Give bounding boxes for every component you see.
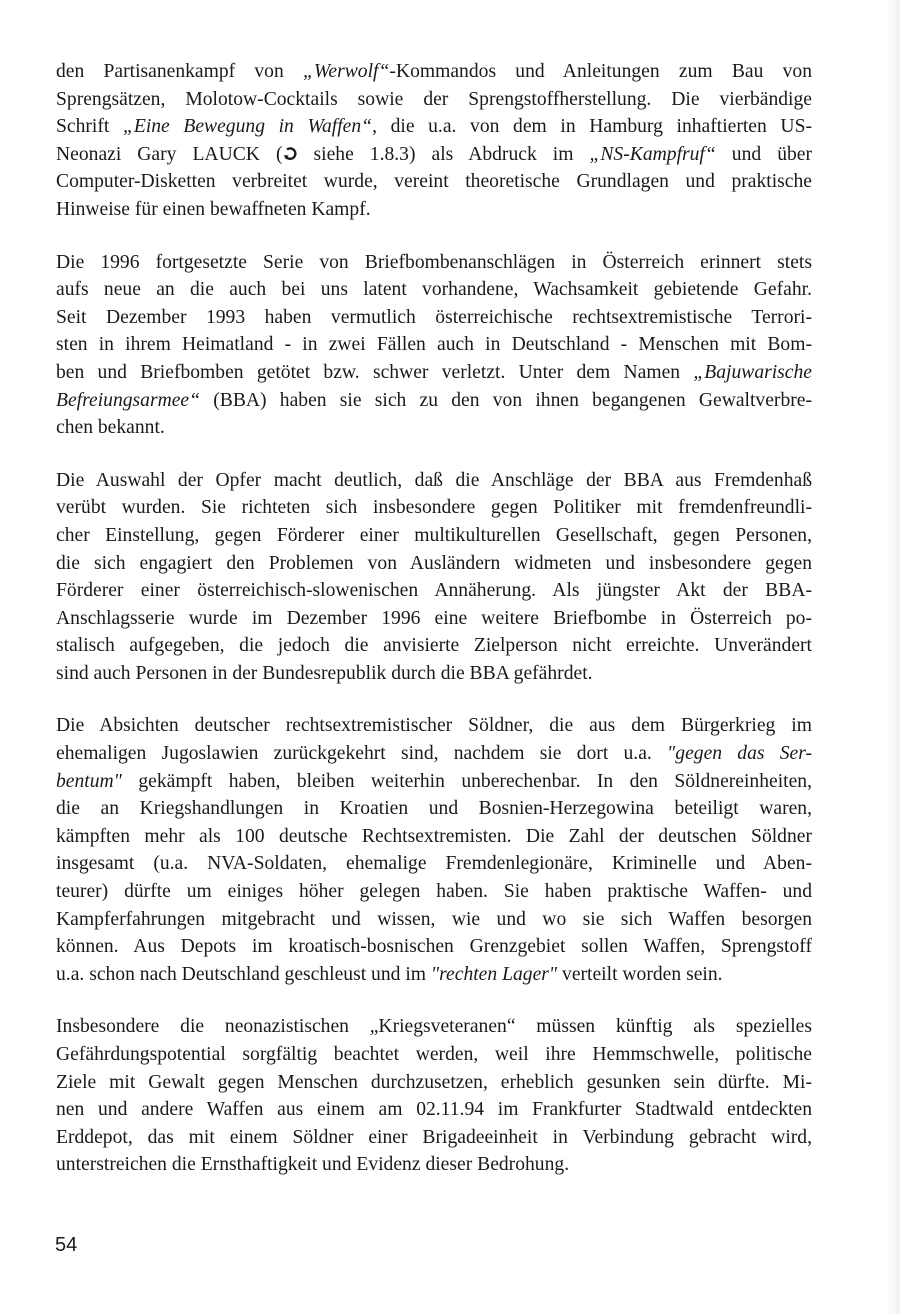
text-line <box>56 414 812 442</box>
text-line <box>56 249 812 277</box>
italic-text: „Bajuwarische <box>693 361 812 383</box>
arrow-icon <box>283 142 298 156</box>
text-line <box>56 823 812 851</box>
text-run: unterstreichen die Ernsthaftigkeit und Evidenz dieser Bedrohung. <box>56 1154 570 1176</box>
text-line <box>56 141 812 169</box>
text-run: Anschlagsserie wurde im Dezember 1996 eine weitere Briefbombe in Österreich po- <box>56 607 812 629</box>
paragraph <box>56 712 812 988</box>
text-run: aufs neue an die auch bei uns latent vorhandene, Wachsamkeit gebietende Gefahr. <box>56 279 812 301</box>
italic-text: "gegen das Ser- <box>667 743 813 765</box>
text-run: den Partisanenkampf von <box>56 61 303 82</box>
text-line <box>56 740 812 768</box>
text-line <box>56 632 812 660</box>
text-run: cher Einstellung, gegen Förderer einer multikulturellen Gesellschaft, gegen Personen, <box>56 524 812 546</box>
text-line <box>56 168 812 196</box>
text-line <box>56 86 812 114</box>
italic-text: „NS-Kampfruf“ <box>589 143 716 165</box>
text-run: Kampferfahrungen mitgebracht und wissen, wie und wo sie sich Waffen besorgen <box>56 908 812 930</box>
text-line <box>56 850 812 878</box>
text-line <box>56 1069 812 1097</box>
text-run: sind auch Personen in der Bundesrepublik durch die BBA gefährdet. <box>56 662 593 684</box>
text-line <box>56 387 812 415</box>
text-run: Die Auswahl der Opfer macht deutlich, daß die Anschläge der BBA aus Fremdenhaß <box>56 469 812 491</box>
text-run: Förderer einer österreichisch-slowenischen Annäherung. Als jüngster Akt der BBA- <box>56 580 812 602</box>
text-run: Hinweise für einen bewaffneten Kampf. <box>56 198 371 220</box>
text-line <box>56 933 812 961</box>
text-run: Ziele mit Gewalt gegen Menschen durchzusetzen, erheblich gesunken sein dürfte. Mi- <box>56 1071 812 1093</box>
text-run: Die 1996 fortgesetzte Serie von Briefbombenanschlägen in Österreich erinnert stets <box>56 251 812 273</box>
text-run: können. Aus Depots im kroatisch-bosnischen Grenzgebiet sollen Waffen, Sprengstoff <box>56 936 812 958</box>
text-run: die an Kriegshandlungen in Kroatien und Bosnien-Herzegowina beteiligt waren, <box>56 798 812 820</box>
italic-text: bentum" <box>56 770 122 792</box>
text-line <box>56 712 812 740</box>
text-line <box>56 550 812 578</box>
text-run: insgesamt (u.a. NVA-Soldaten, ehemalige Fremdenlegionäre, Kriminelle und Aben- <box>56 853 812 875</box>
text-line <box>56 58 812 86</box>
text-run: sten in ihrem Heimatland - in zwei Fällen auch in Deutschland - Menschen mit Bom- <box>56 334 812 356</box>
text-line <box>56 1041 812 1069</box>
text-run: Die Absichten deutscher rechtsextremistischer Söldner, die aus dem Bürgerkrieg im <box>56 715 812 737</box>
document-body <box>56 58 812 1204</box>
paragraph <box>56 58 812 224</box>
text-run: , die u.a. von dem in Hamburg inhaftierten US- <box>372 116 812 138</box>
text-run: -Kommandos und Anleitungen zum Bau von <box>389 61 812 82</box>
text-line <box>56 331 812 359</box>
paragraph <box>56 1013 812 1179</box>
text-line <box>56 113 812 141</box>
text-run: Erddepot, das mit einem Söldner einer Brigadeeinheit in Verbindung gebracht wird, <box>56 1126 812 1148</box>
text-run: chen bekannt. <box>56 417 165 439</box>
text-run: ben und Briefbomben getötet bzw. schwer verletzt. Unter dem Namen <box>56 361 694 383</box>
page-edge <box>886 0 900 1314</box>
text-run: und über <box>715 143 813 165</box>
text-line <box>56 467 812 495</box>
text-run: teurer) dürfte um einiges höher gelegen haben. Sie haben praktische Waffen- und <box>56 881 812 903</box>
text-line <box>56 494 812 522</box>
text-line <box>56 577 812 605</box>
text-run: verübt wurden. Sie richteten sich insbesondere gegen Politiker mit fremdenfreundli- <box>56 497 812 519</box>
text-line <box>56 660 812 688</box>
page-number: 54 <box>55 1234 78 1256</box>
italic-text: „Werwolf“ <box>303 61 390 82</box>
text-run: Neonazi Gary LAUCK ( <box>56 143 283 165</box>
italic-text: „Eine Bewegung in Waffen“ <box>122 116 373 138</box>
text-run: stalisch aufgegeben, die jedoch die anvisierte Zielperson nicht erreichte. Unverändert <box>56 635 812 657</box>
text-run: siehe 1.8.3) als Abdruck im <box>297 143 590 165</box>
text-line <box>56 961 812 989</box>
text-line <box>56 1013 812 1041</box>
text-line <box>56 768 812 796</box>
text-line <box>56 304 812 332</box>
text-run: Gefährdungspotential sorgfältig beachtet werden, weil ihre Hemmschwelle, politische <box>56 1044 812 1065</box>
text-line <box>56 906 812 934</box>
text-run: gekämpft haben, bleiben weiterhin unberechenbar. In den Söldnereinheiten, <box>121 770 812 792</box>
text-run: nen und andere Waffen aus einem am 02.11.94 im Frankfurter Stadtwald entdeckten <box>56 1099 812 1121</box>
text-line <box>56 1124 812 1152</box>
text-run: Seit Dezember 1993 haben vermutlich österreichische rechtsextremistische Terrori- <box>56 306 812 328</box>
paragraph <box>56 467 812 688</box>
text-run: u.a. schon nach Deutschland geschleust und im <box>56 963 431 985</box>
text-run: verteilt worden sein. <box>557 963 723 985</box>
text-line <box>56 605 812 633</box>
text-run: die sich engagiert den Problemen von Ausländern widmeten und insbesondere gegen <box>56 552 812 574</box>
text-line <box>56 522 812 550</box>
text-line <box>56 878 812 906</box>
paragraph <box>56 249 812 442</box>
text-run: (BBA) haben sie sich zu den von ihnen begangenen Gewaltverbre- <box>200 389 812 411</box>
text-line <box>56 276 812 304</box>
text-line <box>56 196 812 224</box>
italic-text: Befreiungsarmee“ <box>56 389 201 411</box>
text-run: Sprengsätzen, Molotow-Cocktails sowie der Sprengstoffherstellung. Die vierbändige <box>56 88 812 110</box>
text-run: Schrift <box>56 116 123 138</box>
text-line <box>56 1096 812 1124</box>
text-run: Insbesondere die neonazistischen „Kriegsveteranen“ müssen künftig als spezielles <box>56 1016 812 1038</box>
text-run: kämpften mehr als 100 deutsche Rechtsextremisten. Die Zahl der deutschen Söldner <box>56 825 812 847</box>
text-run: Computer-Disketten verbreitet wurde, vereint theoretische Grundlagen und praktische <box>56 171 812 193</box>
text-line <box>56 1151 812 1179</box>
text-line <box>56 359 812 387</box>
text-run: ehemaligen Jugoslawien zurückgekehrt sind, nachdem sie dort u.a. <box>56 743 668 765</box>
text-line <box>56 795 812 823</box>
italic-text: "rechten Lager" <box>430 963 558 985</box>
